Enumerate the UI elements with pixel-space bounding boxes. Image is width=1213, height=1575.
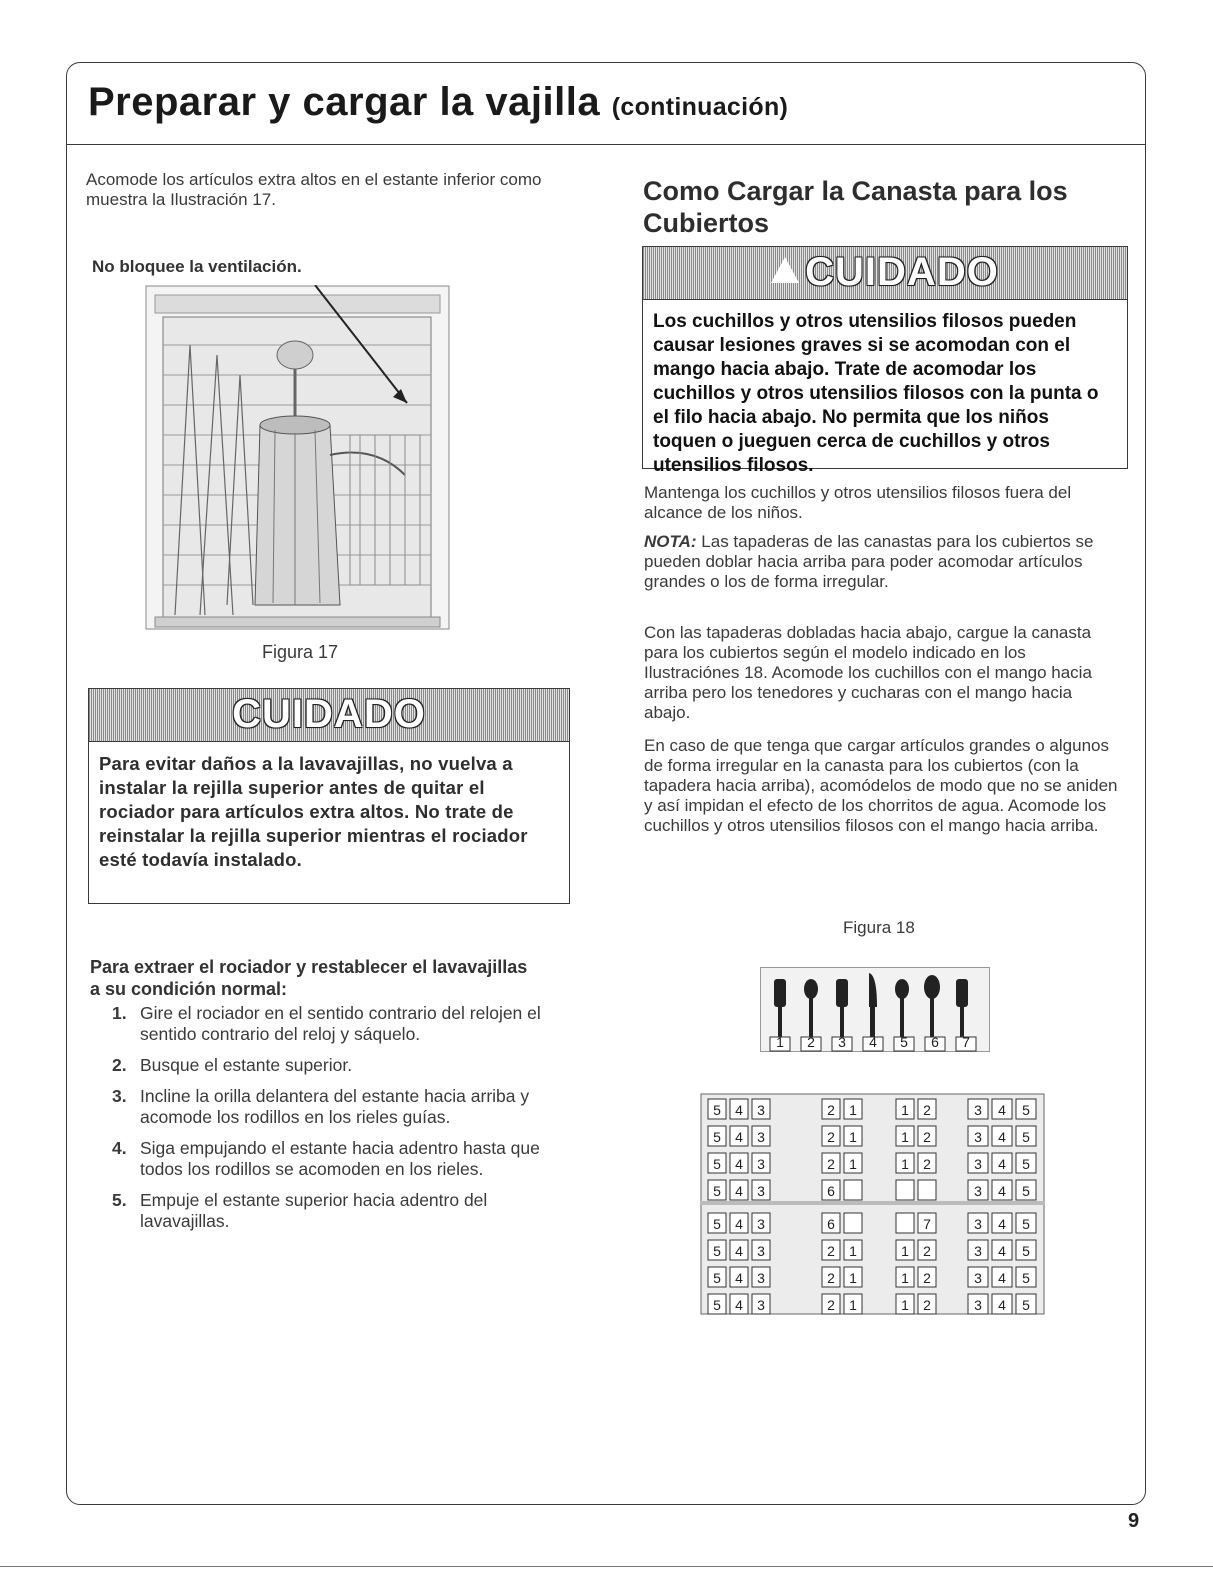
svg-text:1: 1 — [849, 1156, 857, 1172]
svg-text:3: 3 — [757, 1129, 765, 1145]
svg-text:3: 3 — [974, 1156, 982, 1172]
svg-text:2: 2 — [923, 1102, 931, 1118]
svg-text:5: 5 — [713, 1156, 721, 1172]
svg-text:2: 2 — [923, 1270, 931, 1286]
basket-cell — [730, 1267, 748, 1287]
basket-cell — [968, 1267, 988, 1287]
svg-text:3: 3 — [974, 1243, 982, 1259]
figure-17-dishwasher-illustration — [145, 285, 450, 630]
svg-text:5: 5 — [713, 1183, 721, 1199]
caution-label — [643, 250, 1127, 295]
basket-cell — [708, 1153, 726, 1173]
intro-paragraph: Acomode los artículos extra altos en el estante inferior como muestra la Ilustración 17. — [86, 170, 542, 209]
basket-cell — [1016, 1294, 1036, 1314]
svg-text:5: 5 — [900, 1034, 908, 1050]
svg-text:4: 4 — [998, 1216, 1006, 1232]
svg-text:3: 3 — [757, 1270, 765, 1286]
basket-cell — [968, 1153, 988, 1173]
svg-text:1: 1 — [901, 1297, 909, 1313]
basket-cell — [708, 1126, 726, 1146]
basket-cell — [992, 1180, 1012, 1200]
basket-cell — [752, 1294, 770, 1314]
svg-text:1: 1 — [849, 1129, 857, 1145]
basket-cell — [918, 1099, 936, 1119]
step-number: 2. — [112, 1055, 127, 1075]
svg-text:4: 4 — [998, 1270, 1006, 1286]
basket-cell — [918, 1153, 936, 1173]
step-item — [112, 1086, 572, 1128]
caution-label-text: CUIDADO — [805, 250, 999, 294]
svg-text:3: 3 — [974, 1297, 982, 1313]
svg-text:3: 3 — [974, 1129, 982, 1145]
basket-cell — [1016, 1153, 1036, 1173]
figure-18-caption: Figura 18 — [843, 918, 915, 937]
paragraph-large-items: En caso de que tenga que cargar artículos grandes o algunos de forma irregular en la canasta para los cubiertos (con la tapadera hacia arriba), acomódelos de modo que no se aniden y así impidan el efecto de los chorritos de agua. Acomode los cuchillos y otros utensilios filosos con el mango hacia arriba. — [644, 736, 1118, 835]
basket-cell — [752, 1126, 770, 1146]
figure-18-utensils-illustration — [760, 967, 990, 1052]
step-item — [112, 1138, 572, 1180]
paragraph-nota — [644, 532, 1122, 592]
basket-cell — [752, 1240, 770, 1260]
basket-cell — [918, 1267, 936, 1287]
svg-text:6: 6 — [827, 1216, 835, 1232]
svg-text:1: 1 — [901, 1156, 909, 1172]
basket-cell — [844, 1180, 862, 1200]
basket-cell — [708, 1180, 726, 1200]
svg-text:5: 5 — [1022, 1216, 1030, 1232]
basket-cell — [896, 1180, 914, 1200]
svg-text:4: 4 — [735, 1183, 743, 1199]
page-title — [88, 80, 788, 125]
caution-banner — [643, 247, 1127, 300]
basket-cell — [896, 1294, 914, 1314]
basket-cell — [752, 1180, 770, 1200]
svg-text:5: 5 — [1022, 1297, 1030, 1313]
basket-cell — [896, 1267, 914, 1287]
svg-text:3: 3 — [838, 1034, 846, 1050]
basket-cell — [992, 1099, 1012, 1119]
svg-text:3: 3 — [974, 1270, 982, 1286]
svg-text:1: 1 — [901, 1129, 909, 1145]
svg-text:5: 5 — [1022, 1102, 1030, 1118]
basket-cell — [918, 1240, 936, 1260]
step-text: Gire el rociador en el sentido contrario del relojen el sentido contrario del reloj y sáquelo. — [140, 1003, 541, 1044]
utensil-number-label — [894, 1034, 914, 1051]
caution-box-right — [642, 246, 1128, 476]
basket-cell — [822, 1126, 840, 1146]
svg-text:4: 4 — [998, 1129, 1006, 1145]
title-main: Preparar y cargar la vajilla — [88, 80, 601, 124]
svg-text:4: 4 — [869, 1034, 877, 1050]
svg-text:5: 5 — [1022, 1270, 1030, 1286]
svg-text:4: 4 — [735, 1297, 743, 1313]
svg-text:2: 2 — [923, 1243, 931, 1259]
basket-cell — [968, 1180, 988, 1200]
basket-cell — [844, 1213, 862, 1233]
caution-text: Los cuchillos y otros utensilios filosos pueden causar lesiones graves si se acomodan con el mango hacia abajo. Trate de acomodar los cuchillos y otros utensilios filosos con la punta o el filo hacia abajo. No permita que los niños toquen o jueguen cerca de cuchillos y otros utensilios filosos. — [653, 311, 1099, 476]
basket-cell — [992, 1267, 1012, 1287]
step-number: 5. — [112, 1190, 127, 1210]
svg-text:2: 2 — [827, 1297, 835, 1313]
svg-text:3: 3 — [757, 1156, 765, 1172]
svg-text:2: 2 — [827, 1156, 835, 1172]
svg-text:5: 5 — [1022, 1183, 1030, 1199]
basket-cell — [992, 1294, 1012, 1314]
basket-cell — [822, 1240, 840, 1260]
basket-cell — [708, 1294, 726, 1314]
basket-cell — [822, 1153, 840, 1173]
svg-text:5: 5 — [713, 1129, 721, 1145]
basket-cell — [708, 1267, 726, 1287]
basket-cell — [708, 1213, 726, 1233]
basket-cell — [1016, 1267, 1036, 1287]
svg-text:6: 6 — [931, 1034, 939, 1050]
basket-cell — [708, 1240, 726, 1260]
warning-triangle-icon — [771, 257, 799, 283]
svg-text:6: 6 — [827, 1183, 835, 1199]
basket-cell — [730, 1153, 748, 1173]
basket-cell — [752, 1153, 770, 1173]
basket-cell — [730, 1126, 748, 1146]
svg-text:4: 4 — [735, 1102, 743, 1118]
basket-cell — [752, 1267, 770, 1287]
step-text: Siga empujando el estante hacia adentro hasta que todos los rodillos se acomoden en los rieles. — [140, 1138, 540, 1179]
svg-text:3: 3 — [757, 1297, 765, 1313]
svg-text:4: 4 — [998, 1243, 1006, 1259]
basket-cell — [1016, 1126, 1036, 1146]
svg-text:4: 4 — [998, 1102, 1006, 1118]
steps-list — [112, 1003, 572, 1242]
basket-cell — [844, 1267, 862, 1287]
step-number: 4. — [112, 1138, 127, 1158]
basket-cell — [822, 1099, 840, 1119]
remove-sprayer-heading: Para extraer el rociador y restablecer el lavavajillas a su condición normal: — [90, 957, 528, 999]
svg-text:3: 3 — [974, 1216, 982, 1232]
svg-text:4: 4 — [735, 1270, 743, 1286]
basket-cell — [844, 1294, 862, 1314]
svg-text:4: 4 — [735, 1129, 743, 1145]
svg-text:4: 4 — [735, 1216, 743, 1232]
svg-text:5: 5 — [713, 1102, 721, 1118]
svg-text:7: 7 — [962, 1034, 970, 1050]
svg-text:1: 1 — [849, 1102, 857, 1118]
basket-cell — [730, 1213, 748, 1233]
svg-text:1: 1 — [849, 1297, 857, 1313]
utensil-number-label — [863, 1034, 883, 1051]
svg-text:3: 3 — [974, 1102, 982, 1118]
step-text: Empuje el estante superior hacia adentro del lavavajillas. — [140, 1190, 488, 1231]
basket-cell — [844, 1240, 862, 1260]
basket-cell — [918, 1126, 936, 1146]
utensil-number-label — [956, 1034, 976, 1051]
caution-box-left — [88, 688, 570, 904]
svg-text:5: 5 — [713, 1216, 721, 1232]
utensil-number-label — [801, 1034, 821, 1051]
figure-17-caption: Figura 17 — [262, 642, 339, 662]
basket-cell — [1016, 1213, 1036, 1233]
basket-cell — [730, 1294, 748, 1314]
svg-text:2: 2 — [827, 1102, 835, 1118]
basket-cell — [992, 1153, 1012, 1173]
basket-cell — [1016, 1099, 1036, 1119]
svg-text:1: 1 — [901, 1270, 909, 1286]
nota-text: Las tapaderas de las canastas para los cubiertos se pueden doblar hacia arriba para poder acomodar artículos grandes o los de forma irregular. — [644, 532, 1094, 591]
step-item — [112, 1003, 572, 1045]
svg-text:2: 2 — [923, 1156, 931, 1172]
svg-text:1: 1 — [849, 1270, 857, 1286]
step-number: 1. — [112, 1003, 127, 1023]
caution-banner — [89, 689, 569, 742]
nota-label: NOTA: — [644, 532, 697, 551]
basket-cell — [896, 1153, 914, 1173]
bottom-rule — [0, 1566, 1213, 1567]
basket-cell — [896, 1126, 914, 1146]
svg-text:5: 5 — [1022, 1156, 1030, 1172]
basket-cell — [1016, 1240, 1036, 1260]
svg-text:2: 2 — [807, 1034, 815, 1050]
basket-cell — [968, 1126, 988, 1146]
svg-text:1: 1 — [901, 1243, 909, 1259]
svg-text:5: 5 — [713, 1297, 721, 1313]
basket-cell — [918, 1294, 936, 1314]
svg-text:5: 5 — [713, 1243, 721, 1259]
svg-text:1: 1 — [849, 1243, 857, 1259]
basket-cell — [896, 1240, 914, 1260]
svg-text:4: 4 — [998, 1183, 1006, 1199]
utensil-number-label — [832, 1034, 852, 1051]
basket-cell — [730, 1099, 748, 1119]
utensil-number-label — [925, 1034, 945, 1051]
page-number: 9 — [1128, 1510, 1140, 1532]
svg-text:5: 5 — [713, 1270, 721, 1286]
title-subtitle: (continuación) — [611, 93, 789, 121]
svg-text:2: 2 — [923, 1297, 931, 1313]
basket-cell — [968, 1240, 988, 1260]
step-item — [112, 1190, 572, 1232]
svg-text:2: 2 — [827, 1243, 835, 1259]
vent-note: No bloquee la ventilación. — [92, 257, 302, 276]
svg-text:1: 1 — [901, 1102, 909, 1118]
svg-text:4: 4 — [735, 1243, 743, 1259]
basket-cell — [918, 1213, 936, 1233]
step-text: Incline la orilla delantera del estante hacia arriba y acomode los rodillos en los rieles guías. — [140, 1086, 530, 1127]
svg-text:5: 5 — [1022, 1129, 1030, 1145]
basket-cell — [822, 1267, 840, 1287]
basket-cell — [752, 1099, 770, 1119]
basket-cell — [968, 1294, 988, 1314]
svg-text:4: 4 — [998, 1156, 1006, 1172]
svg-text:5: 5 — [1022, 1243, 1030, 1259]
basket-cell — [708, 1099, 726, 1119]
step-text: Busque el estante superior. — [140, 1055, 353, 1075]
title-divider — [66, 144, 1146, 145]
step-item — [112, 1055, 572, 1076]
basket-cell — [730, 1180, 748, 1200]
basket-cell — [730, 1240, 748, 1260]
basket-cell — [992, 1240, 1012, 1260]
paragraph-load-basket: Con las tapaderas dobladas hacia abajo, cargue la canasta para los cubiertos según el modelo indicado en los Ilustraciónes 18. Acomode los cuchillos con el mango hacia arriba pero los tenedores y cucharas con el mango hacia abajo. — [644, 623, 1092, 722]
basket-cell — [1016, 1180, 1036, 1200]
svg-text:4: 4 — [735, 1156, 743, 1172]
basket-cell — [918, 1180, 936, 1200]
basket-cell — [822, 1213, 840, 1233]
svg-text:3: 3 — [757, 1216, 765, 1232]
basket-cell — [822, 1180, 840, 1200]
basket-cell — [844, 1153, 862, 1173]
svg-text:2: 2 — [923, 1129, 931, 1145]
paragraph-keep-knives: Mantenga los cuchillos y otros utensilios filosos fuera del alcance de los niños. — [644, 483, 1072, 522]
svg-text:4: 4 — [998, 1297, 1006, 1313]
svg-text:7: 7 — [923, 1216, 931, 1232]
figure-18-basket-diagram — [700, 1093, 1045, 1315]
basket-cell — [992, 1213, 1012, 1233]
basket-cell — [968, 1213, 988, 1233]
caution-label: CUIDADO — [232, 692, 426, 736]
svg-text:1: 1 — [776, 1034, 784, 1050]
svg-text:3: 3 — [757, 1183, 765, 1199]
basket-cell — [844, 1126, 862, 1146]
svg-text:2: 2 — [827, 1270, 835, 1286]
basket-cell — [992, 1126, 1012, 1146]
basket-cell — [822, 1294, 840, 1314]
basket-cell — [968, 1099, 988, 1119]
utensil-number-label — [770, 1034, 790, 1051]
svg-text:2: 2 — [827, 1129, 835, 1145]
basket-cell — [896, 1099, 914, 1119]
svg-text:3: 3 — [757, 1243, 765, 1259]
basket-cell — [752, 1213, 770, 1233]
section-title: Como Cargar la Canasta para los Cubiertos — [643, 176, 1068, 238]
basket-cell — [844, 1099, 862, 1119]
basket-cell — [896, 1213, 914, 1233]
svg-text:3: 3 — [974, 1183, 982, 1199]
svg-text:3: 3 — [757, 1102, 765, 1118]
step-number: 3. — [112, 1086, 127, 1106]
caution-text: Para evitar daños a la lavavajillas, no vuelva a instalar la rejilla superior antes de quitar el rociador para artículos extra altos. No trate de reinstalar la rejilla superior mientras el rociador esté todavía instalado. — [99, 753, 528, 870]
